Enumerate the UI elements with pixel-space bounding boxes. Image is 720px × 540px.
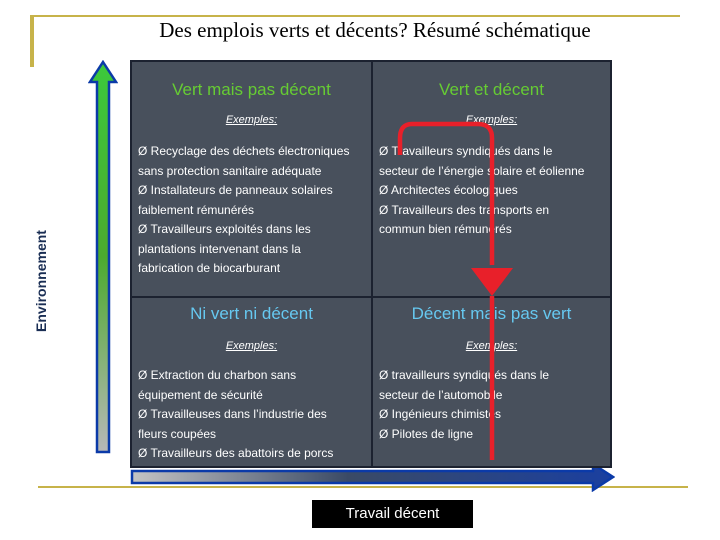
examples-label: Exemples:: [225, 114, 278, 126]
y-axis-label: Environnement: [33, 230, 49, 332]
list-item: Ø travailleurs syndiqués dans le: [379, 368, 550, 382]
list-item: Ø Extraction du charbon sans: [138, 368, 297, 382]
examples-label: Exemples:: [465, 114, 518, 126]
quadrant-green-and-decent: [373, 62, 610, 298]
list-item: sans protection sanitaire adéquate: [138, 163, 322, 178]
quadrant-green-not-decent: [132, 62, 373, 298]
examples-label: Exemples:: [225, 340, 278, 352]
list-item: faiblement rémunérés: [138, 202, 255, 217]
examples-list: [132, 352, 371, 464]
x-axis-label: Travail décent: [312, 500, 473, 528]
quadrant-decent-not-green: [373, 298, 610, 466]
list-item: fabrication de biocarburant: [138, 261, 281, 275]
examples-list: [373, 352, 610, 444]
page-title: Des emplois verts et décents? Résumé schématique: [159, 18, 591, 42]
examples-label: Exemples:: [465, 340, 518, 352]
y-axis-arrow-icon: [88, 60, 118, 455]
quadrant-heading: Décent mais pas vert: [411, 304, 572, 323]
list-item: commun bien rémunérés: [379, 222, 512, 236]
list-item: Ø Travailleurs exploités dans les: [138, 222, 311, 236]
decorative-top-rule: [30, 15, 680, 17]
list-item: fleurs coupées: [138, 426, 217, 441]
list-item: Ø Travailleuses dans l’industrie des: [138, 407, 327, 421]
list-item: Ø Travailleurs des abattoirs de porcs: [138, 446, 334, 460]
examples-list: [373, 126, 610, 240]
quadrant-heading: Vert mais pas décent: [172, 80, 331, 99]
list-item: plantations intervenant dans la: [138, 241, 301, 256]
list-item: Ø Travailleurs syndiqués dans le: [379, 144, 553, 158]
list-item: Ø Pilotes de ligne: [379, 426, 474, 441]
list-item: Ø Recyclage des déchets électroniques: [138, 144, 350, 158]
list-item: Ø Ingénieurs chimistes: [379, 407, 502, 421]
list-item: Ø Installateurs de panneaux solaires: [138, 183, 333, 197]
quadrant-heading: Ni vert ni décent: [190, 304, 313, 323]
list-item: Ø Travailleurs des transports en: [379, 202, 550, 217]
list-item: Ø Architectes écologiques: [379, 183, 518, 197]
list-item: secteur de l’automobile: [379, 387, 503, 402]
list-item: secteur de l’énergie solaire et éolienne: [379, 163, 585, 178]
quadrant-grid: [130, 60, 612, 468]
examples-list: [132, 126, 371, 279]
list-item: équipement de sécurité: [138, 387, 263, 402]
quadrant-heading: Vert et décent: [439, 80, 544, 99]
quadrant-neither: [132, 298, 373, 466]
